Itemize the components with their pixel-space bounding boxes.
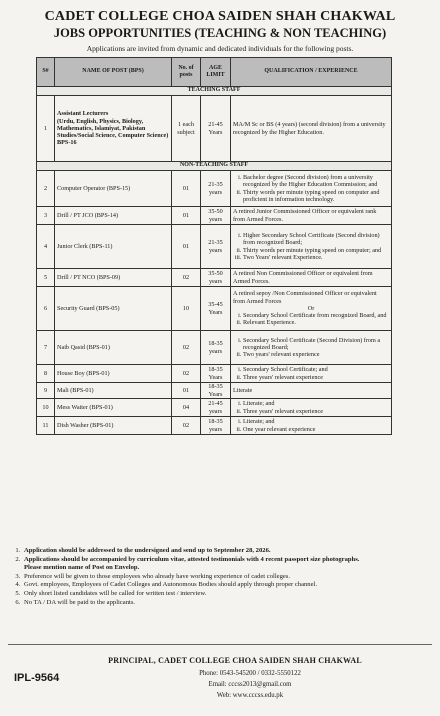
table-row [37, 171, 392, 207]
cell-sn: 3 [37, 207, 55, 225]
table-header-row [37, 58, 392, 87]
qualification-item: i. Bachelor degree (Second division) from a university recognized by the Higher Education Commission; and [243, 174, 389, 189]
note-item: 6. No TA / DA will be paid to the applicants. [22, 599, 440, 608]
qualification-list [233, 400, 389, 415]
cell-age: 35-50 years [201, 269, 231, 287]
qualification-item: ii. Thirty words per minute typing speed on computer; and [243, 247, 389, 254]
note-item: 2. Applications should be accompanied by curriculum vitae, attested testimonials with 4 recent passport size photographs. Please mention name of Post on Envelop. [22, 556, 440, 573]
qualification-item: i. Secondary School Certificate; and [243, 366, 389, 373]
cell-post: Junior Clerk (BPS-11) [55, 225, 172, 269]
cell-sn: 11 [37, 417, 55, 435]
qualification-text: A retired sepoy /Non Commissioned Officer or equivalent from Armed Forces [233, 290, 377, 305]
cell-qualification [231, 331, 392, 365]
cell-post: Drill / PT JCO (BPS-14) [55, 207, 172, 225]
qualification-list [233, 232, 389, 261]
cell-sn: 9 [37, 383, 55, 399]
table-row [37, 365, 392, 383]
jobs-table [36, 57, 392, 435]
cell-post: Mess Waiter (BPS-01) [55, 399, 172, 417]
qualification-or: Or [307, 304, 315, 312]
cell-posts: 04 [172, 399, 201, 417]
post-detail: (Urdu, English, Physics, Biology, Mathematics, Islamiyat, Pakistan Studies/Social Science, Computer Science) BPS-16 [57, 117, 169, 147]
qualification-item: ii. Relevant Experience. [243, 319, 389, 326]
teaching-section-row [37, 87, 392, 96]
cell-age: 21-45 years [201, 399, 231, 417]
cell-sn: 4 [37, 225, 55, 269]
table-row [37, 331, 392, 365]
qualification-item: ii. Two years' relevant experience [243, 351, 389, 358]
cell-age: 35-50 years [201, 207, 231, 225]
qualification-list [233, 366, 389, 381]
col-sn: S# [37, 58, 55, 87]
qualification-list [233, 312, 389, 327]
post-title: Assistant Lecturers [57, 110, 109, 118]
footer-email[interactable]: Email: cccss2013@gmail.com [208, 681, 292, 688]
cell-sn: 7 [37, 331, 55, 365]
cell-qualification [231, 171, 392, 207]
qualification-text: A retired Junior Commissioned Officer or equivalent rank from Armed Forces. [233, 208, 377, 223]
cell-qualification [231, 287, 392, 331]
cell-post: House Boy (BPS-01) [55, 365, 172, 383]
cell-sn: 2 [37, 171, 55, 207]
cell-qualification [231, 207, 392, 225]
qualification-item: i. Literate; and [243, 418, 389, 425]
qualification-list [233, 337, 389, 359]
cell-posts: 01 [172, 207, 201, 225]
qualification-item: ii. Three years' relevant experience [243, 374, 389, 381]
cell-age: 18-35 Years [201, 383, 231, 399]
qualification-list [233, 418, 389, 433]
qualification-item: i. Literate; and [243, 400, 389, 407]
cell-posts: 02 [172, 417, 201, 435]
cell-qualification [231, 399, 392, 417]
table-row [37, 287, 392, 331]
qualification-item: i. Secondary School Certificate from recognized Board, and [243, 312, 389, 319]
cell-posts: 01 [172, 383, 201, 399]
notes-list [10, 547, 440, 607]
qualification-item: ii. Thirty words per minute typing speed on computer and proficient in information technology. [243, 189, 389, 204]
cell-qualification [231, 225, 392, 269]
cell-qualification [231, 269, 392, 287]
cell-age: 18-35 years [201, 331, 231, 365]
cell-posts: 01 [172, 171, 201, 207]
footer-divider [8, 644, 432, 645]
cell-post: Drill / PT NCO (BPS-09) [55, 269, 172, 287]
qualification-text: A retired Non Commissioned Officer or equivalent from Armed Forces. [233, 270, 373, 285]
intro-text: Applications are invited from dynamic and dedicated individuals for the following posts. [86, 44, 354, 53]
qualification-item: ii. One year relevant experience [243, 426, 389, 433]
note-item: 3. Preference will be given to those employees who already have working experience of cadet colleges. [22, 573, 440, 582]
cell-post: Mali (BPS-01) [55, 383, 172, 399]
cell-age: 21-35 years [201, 171, 231, 207]
cell-posts: 1 each subject [172, 96, 201, 162]
note-item: 4. Govt. employees, Employees of Cadet Colleges and Autonomous Bodies should apply through proper channel. [22, 581, 440, 590]
footer-phone: Phone: 0543-545200 / 0332-5550122 [199, 670, 301, 677]
non-teaching-section-label: NON-TEACHING STAFF [37, 162, 392, 171]
ipl-number: IPL-9564 [14, 672, 60, 684]
cell-age: 21-35 years [201, 225, 231, 269]
cell-age: 21-45 Years [201, 96, 231, 162]
cell-qualification [231, 365, 392, 383]
col-age: AGE LIMIT [201, 58, 231, 87]
cell-age: 35-45 Years [201, 287, 231, 331]
table-row [37, 383, 392, 399]
cell-post [55, 96, 172, 162]
col-post: NAME OF POST (BPS) [55, 58, 172, 87]
cell-age: 18-35 years [201, 417, 231, 435]
ad-subtitle: JOBS OPPORTUNITIES (TEACHING & NON TEACHING) [53, 26, 387, 40]
col-qualification: QUALIFICATION / EXPERIENCE [231, 58, 392, 87]
cell-age: 18-35 Years [201, 365, 231, 383]
table-row [37, 399, 392, 417]
qualification-item: iii. Two Years' relevant Experience. [243, 254, 389, 261]
cell-sn: 8 [37, 365, 55, 383]
footer-website[interactable]: Web: www.cccss.edu.pk [216, 692, 284, 699]
footer-organization: PRINCIPAL, CADET COLLEGE CHOA SAIDEN SHAH CHAKWAL [108, 656, 362, 665]
cell-post: Security Guard (BPS-05) [55, 287, 172, 331]
cell-sn: 10 [37, 399, 55, 417]
table-row [37, 207, 392, 225]
college-title: CADET COLLEGE CHOA SAIDEN SHAH CHAKWAL [44, 9, 396, 24]
teaching-section-label: TEACHING STAFF [37, 87, 392, 96]
cell-sn: 6 [37, 287, 55, 331]
cell-qualification: MA/M Sc or BS (4 years) (second division) from a university recognized by the Higher Education. [231, 96, 392, 162]
cell-qualification [231, 383, 392, 399]
cell-posts: 02 [172, 269, 201, 287]
cell-sn: 1 [37, 96, 55, 162]
cell-posts: 02 [172, 331, 201, 365]
cell-sn: 5 [37, 269, 55, 287]
cell-post: Computer Operator (BPS-15) [55, 171, 172, 207]
qualification-item: ii. Three years' relevant experience [243, 408, 389, 415]
qualification-item: i. Higher Secondary School Certificate (Second division) from recognized Board; [243, 232, 389, 247]
cell-posts: 01 [172, 225, 201, 269]
table-row [37, 96, 392, 162]
table-row [37, 269, 392, 287]
note-item: 1. Application should be addressed to the undersigned and send up to September 28, 2026. [22, 547, 440, 556]
qualification-text: Literate [233, 386, 253, 394]
table-row [37, 417, 392, 435]
cell-qualification [231, 417, 392, 435]
cell-posts: 02 [172, 365, 201, 383]
non-teaching-section-row [37, 162, 392, 171]
note-item: 5. Only short listed candidates will be called for written test / interview. [22, 590, 440, 599]
cell-post: Dish Washer (BPS-01) [55, 417, 172, 435]
qualification-list [233, 174, 389, 203]
qualification-item: i. Secondary School Certificate (Second Division) from a recognized Board; [243, 337, 389, 352]
table-row [37, 225, 392, 269]
cell-post: Naib Qasid (BPS-01) [55, 331, 172, 365]
col-posts: No. of posts [172, 58, 201, 87]
cell-posts: 10 [172, 287, 201, 331]
